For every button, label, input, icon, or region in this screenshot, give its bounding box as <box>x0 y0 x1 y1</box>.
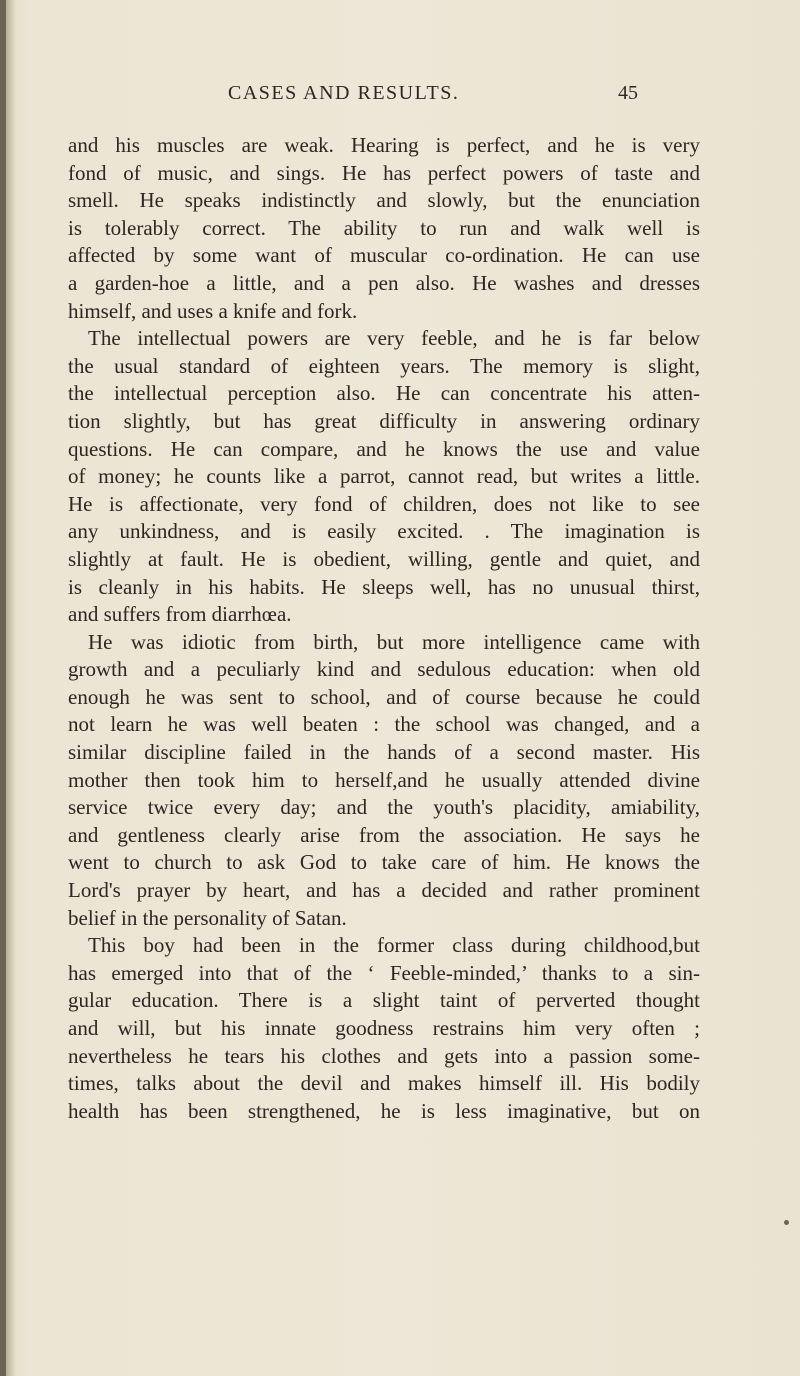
text-line: and suffers from diarrhœa. <box>68 602 292 627</box>
paragraph-start: The intellectual powers are very feeble, and he is far below <box>88 326 700 351</box>
text-line: is tolerably correct. The ability to run and walk well is <box>68 215 700 240</box>
text-line: health has been strengthened, he is less imaginative, but on <box>68 1098 700 1123</box>
text-line: gular education. There is a slight taint of perverted thought <box>68 988 700 1013</box>
text-line: mother then took him to herself,and he usually attended divine <box>68 767 700 792</box>
text-line: any unkindness, and is easily excited. . The imagination is <box>68 519 700 544</box>
page-header <box>0 82 800 112</box>
text-line: the intellectual perception also. He can concentrate his atten- <box>68 381 700 406</box>
text-line: fond of music, and sings. He has perfect powers of taste and <box>68 160 700 185</box>
ink-dot <box>784 1220 789 1225</box>
text-line: Lord's prayer by heart, and has a decided and rather prominent <box>68 878 700 903</box>
text-line: tion slightly, but has great difficulty in answering ordinary <box>68 408 700 433</box>
text-line: the usual standard of eighteen years. The memory is slight, <box>68 353 700 378</box>
text-line: smell. He speaks indistinctly and slowly, but the enunciation <box>68 188 700 213</box>
text-line: He is affectionate, very fond of children, does not like to see <box>68 491 700 516</box>
page-number: 45 <box>618 82 638 104</box>
body-text <box>68 132 700 1125</box>
text-line: belief in the personality of Satan. <box>68 905 347 930</box>
text-line: of money; he counts like a parrot, cannot read, but writes a little. <box>68 464 700 489</box>
text-line: enough he was sent to school, and of course because he could <box>68 684 700 709</box>
text-line: and will, but his innate goodness restrains him very often ; <box>68 1016 700 1040</box>
text-line: similar discipline failed in the hands of a second master. His <box>68 740 700 765</box>
text-line: and gentleness clearly arise from the association. He says he <box>68 822 700 847</box>
text-line: slightly at fault. He is obedient, willing, gentle and quiet, and <box>68 546 700 571</box>
text-line: nevertheless he tears his clothes and gets into a passion some- <box>68 1043 700 1068</box>
text-line: has emerged into that of the ‘ Feeble-minded,’ thanks to a sin- <box>68 960 700 985</box>
text-line: growth and a peculiarly kind and sedulous education: when old <box>68 657 700 682</box>
text-line: service twice every day; and the youth's placidity, amiability, <box>68 795 700 820</box>
text-line: and his muscles are weak. Hearing is perfect, and he is very <box>68 133 700 157</box>
binding-shadow <box>6 0 16 1376</box>
text-line: a garden-hoe a little, and a pen also. He washes and dresses <box>68 270 700 295</box>
paragraph-start: This boy had been in the former class during childhood,but <box>88 933 700 958</box>
text-line: affected by some want of muscular co-ordination. He can use <box>68 243 700 268</box>
text-line: not learn he was well beaten : the school was changed, and a <box>68 712 700 737</box>
text-line: is cleanly in his habits. He sleeps well, has no unusual thirst, <box>68 574 700 599</box>
text-line: times, talks about the devil and makes himself ill. His bodily <box>68 1071 700 1096</box>
paragraph-start: He was idiotic from birth, but more intelligence came with <box>88 629 700 654</box>
text-line: went to church to ask God to take care of him. He knows the <box>68 850 700 875</box>
text-line: himself, and uses a knife and fork. <box>68 298 358 323</box>
running-head: CASES AND RESULTS. <box>228 82 460 104</box>
text-line: questions. He can compare, and he knows the use and value <box>68 436 700 461</box>
